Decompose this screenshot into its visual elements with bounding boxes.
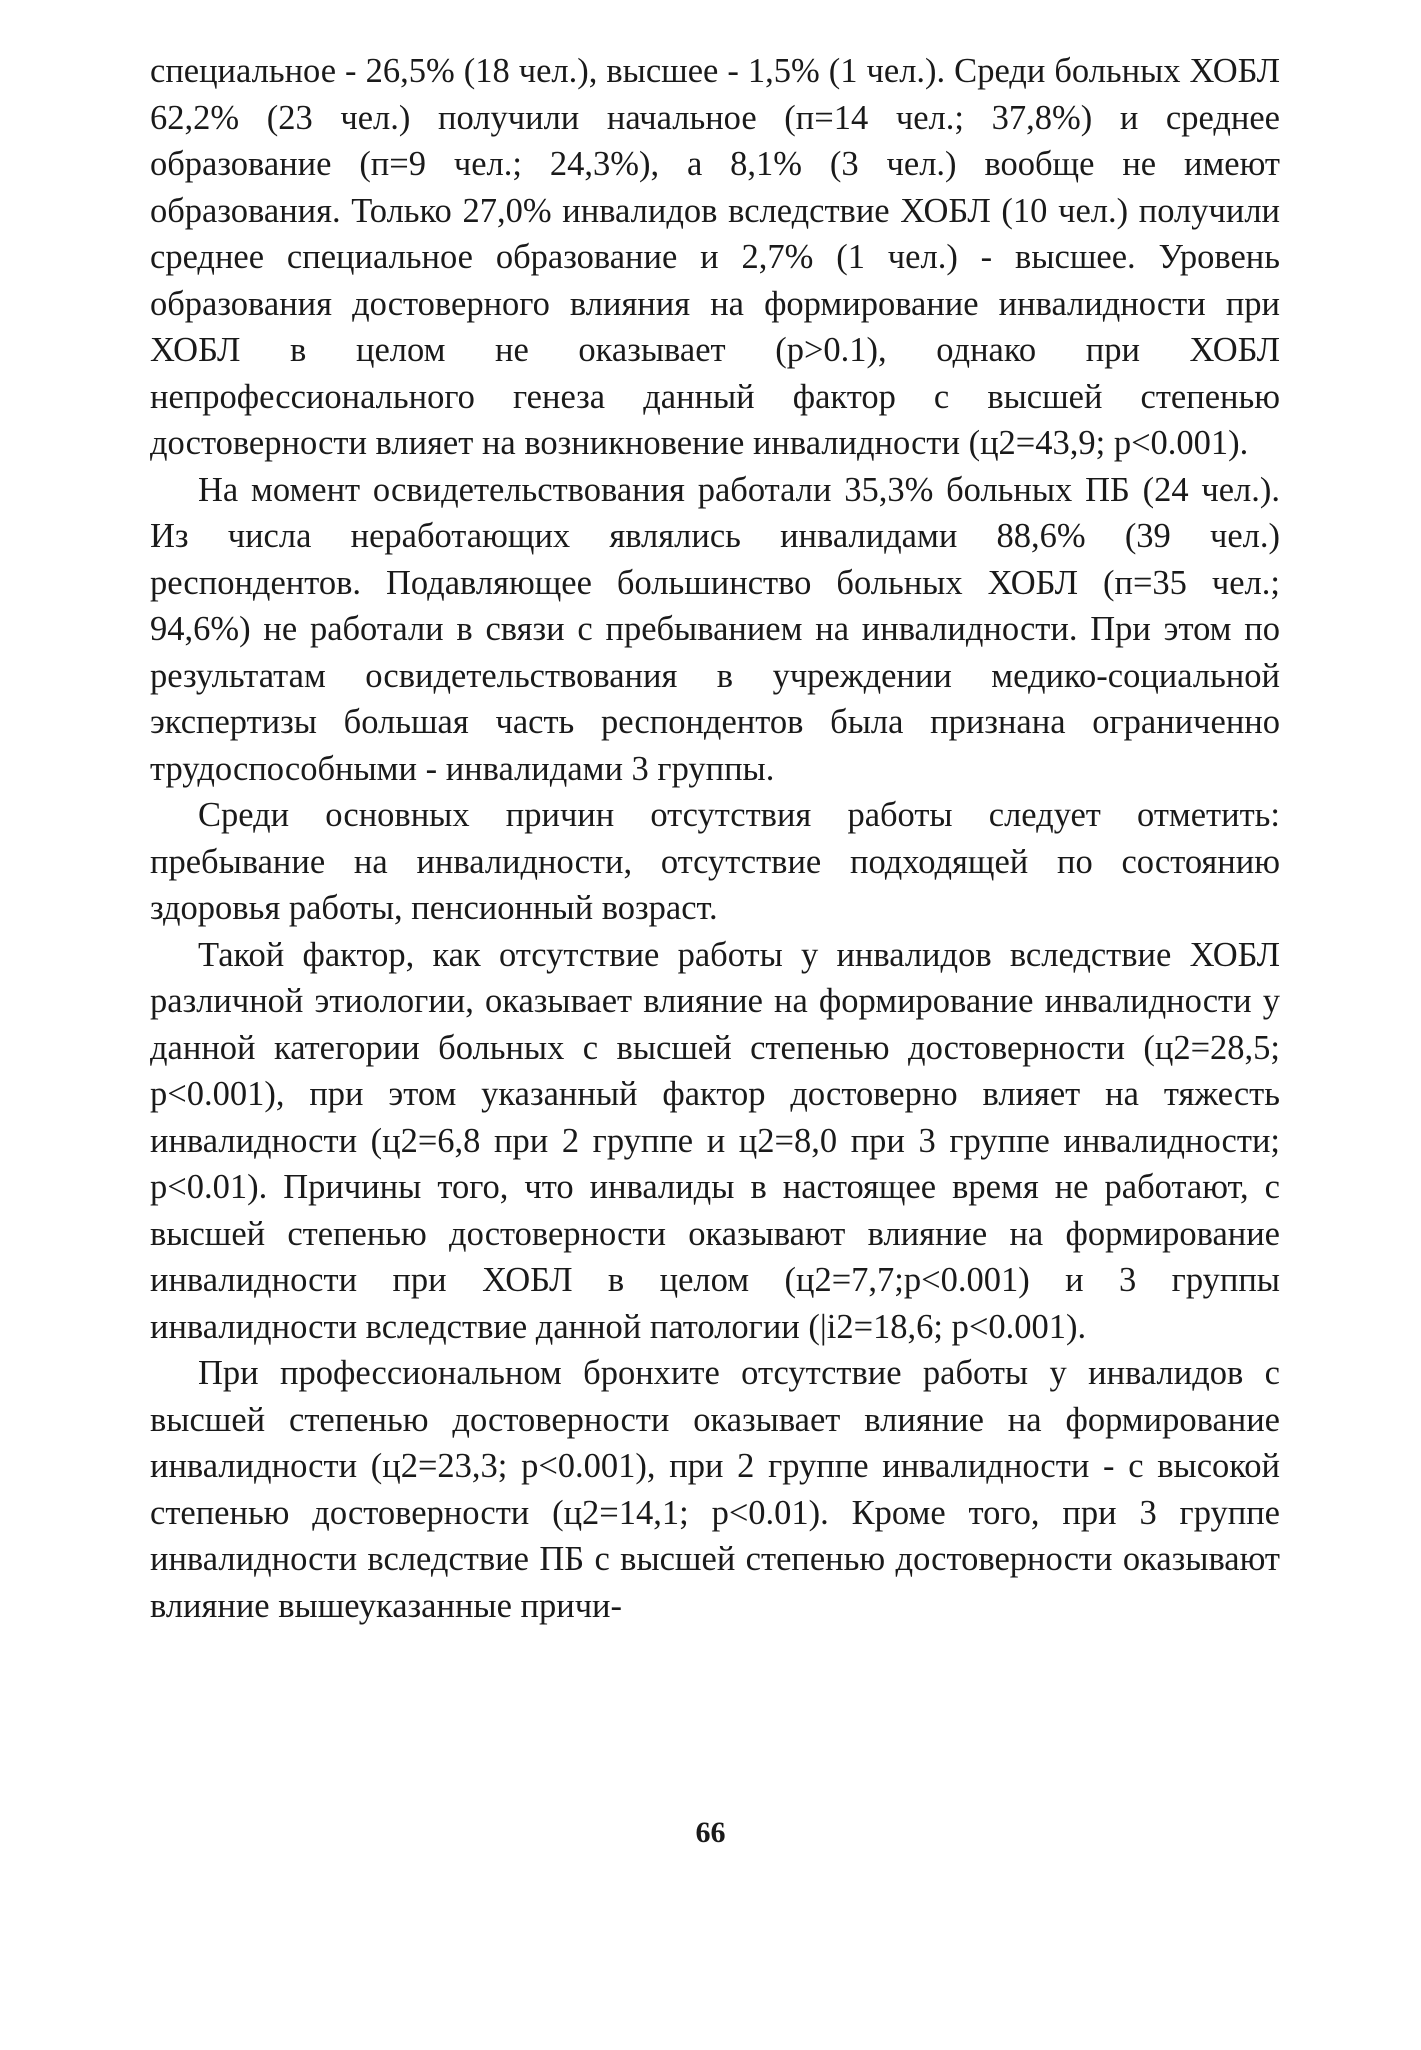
paragraph-5: При профессиональном бронхите отсутствие работы у инвалидов с высшей степенью достоверности оказывает влияние на формирование инвалидности (ц2=23,3; р<0.001), при 2 группе инвалидности - с высокой степенью достоверности (ц2=14,1; р<0.01). Кроме того, при 3 группе инвалидности вследствие ПБ с высшей степенью достоверности оказывают влияние вышеуказанные причи- bbox=[150, 1354, 1280, 1625]
paragraph-2: На момент освидетельствования работали 35,3% больных ПБ (24 чел.). Из числа неработающих являлись инвалидами 88,6% (39 чел.) респондентов. Подавляющее большинство больных ХОБЛ (п=35 чел.; 94,6%) не работали в связи с пребыванием на инвалидности. При этом по результатам освидетельствования в учреждении медико-социальной экспертизы большая часть респондентов была признана ограниченно трудоспособными - инвалидами 3 группы. bbox=[150, 470, 1280, 788]
paragraph-4: Такой фактор, как отсутствие работы у инвалидов вследствие ХОБЛ различной этиологии, оказывает влияние на формирование инвалидности у данной категории больных с высшей степенью достоверности (ц2=28,5; р<0.001), при этом указанный фактор достоверно влияет на тяжесть инвалидности (ц2=6,8 при 2 группе и ц2=8,0 при 3 группе инвалидности; р<0.01). Причины того, что инвалиды в настоящее время не работают, с высшей степенью достоверности оказывают влияние на формирование инвалидности при ХОБЛ в целом (ц2=7,7;р<0.001) и 3 группы инвалидности вследствие данной патологии (|і2=18,6; р<0.001). bbox=[150, 935, 1280, 1346]
page-number: 66 bbox=[695, 1816, 726, 1849]
paragraph-3: Среди основных причин отсутствия работы следует отметить: пребывание на инвалидности, отсутствие подходящей по состоянию здоровья работы, пенсионный возраст. bbox=[150, 796, 1280, 927]
body-text bbox=[150, 48, 1280, 1629]
paragraph-1: специальное - 26,5% (18 чел.), высшее - 1,5% (1 чел.). Среди больных ХОБЛ 62,2% (23 чел.) получили начальное (п=14 чел.; 37,8%) и среднее образование (п=9 чел.; 24,3%), а 8,1% (3 чел.) вообще не имеют образования. Только 27,0% инвалидов вследствие ХОБЛ (10 чел.) получили среднее специальное образование и 2,7% (1 чел.) - высшее. Уровень образования достоверного влияния на формирование инвалидности при ХОБЛ в целом не оказывает (р>0.1), однако при ХОБЛ непрофессионального генеза данный фактор с высшей степенью достоверности влияет на возникновение инвалидности (ц2=43,9; р<0.001). bbox=[150, 52, 1280, 462]
